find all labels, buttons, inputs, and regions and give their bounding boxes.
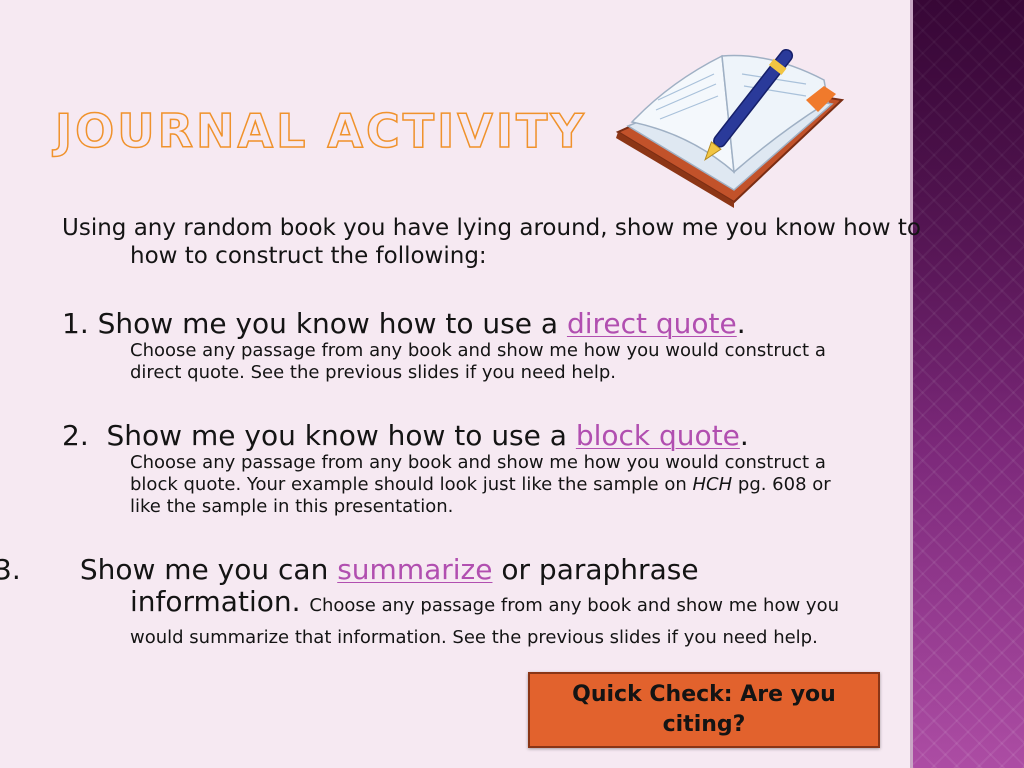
- item-heading: [62, 420, 852, 452]
- item-description: Choose any passage from any book and show me how you would construct a direct quote. See the previous slides if you need help.: [130, 340, 826, 383]
- desc-text: Choose any passage from any book and show me how you would construct a block quote. Your example should look just like the sample on: [130, 452, 826, 495]
- item-heading: [62, 308, 852, 340]
- item-number: 2.: [62, 419, 89, 452]
- book-abbreviation: HCH: [692, 474, 733, 495]
- block-quote-link[interactable]: block quote: [575, 419, 740, 452]
- item-heading-punct: .: [736, 307, 746, 340]
- item-description: [62, 452, 852, 518]
- item-heading-text: Show me you know how to use a: [97, 307, 559, 340]
- item-heading-rest: or paraphrase information.: [130, 553, 699, 618]
- item-number: 1.: [62, 307, 89, 340]
- intro-text: Using any random book you have lying around, show me you know how to how to construct the following:: [62, 215, 922, 269]
- direct-quote-link[interactable]: direct quote: [566, 307, 737, 340]
- open-book-with-pen-icon: [610, 22, 850, 212]
- list-item-2: [62, 420, 852, 518]
- desc-text-end: pg. 608 or like the sample in this presentation.: [130, 474, 831, 517]
- item-heading-text: Show me you know how to use a: [106, 419, 567, 452]
- item-heading: [62, 554, 852, 650]
- summarize-link[interactable]: summarize: [337, 553, 493, 586]
- decorative-side-panel: [912, 0, 1024, 768]
- list-item-1: [62, 308, 852, 384]
- list-item-3: [62, 554, 852, 650]
- item-heading-punct: .: [739, 419, 749, 452]
- item-description: Choose any passage from any book and show me how you would summarize that information. See the previous slides if you need help.: [130, 595, 839, 648]
- quick-check-button[interactable]: Quick Check: Are you citing?: [528, 672, 880, 748]
- item-heading-text: Show me you can: [79, 553, 329, 586]
- side-panel-edge: [910, 0, 913, 768]
- slide-title: JOURNAL ACTIVITY: [55, 104, 587, 158]
